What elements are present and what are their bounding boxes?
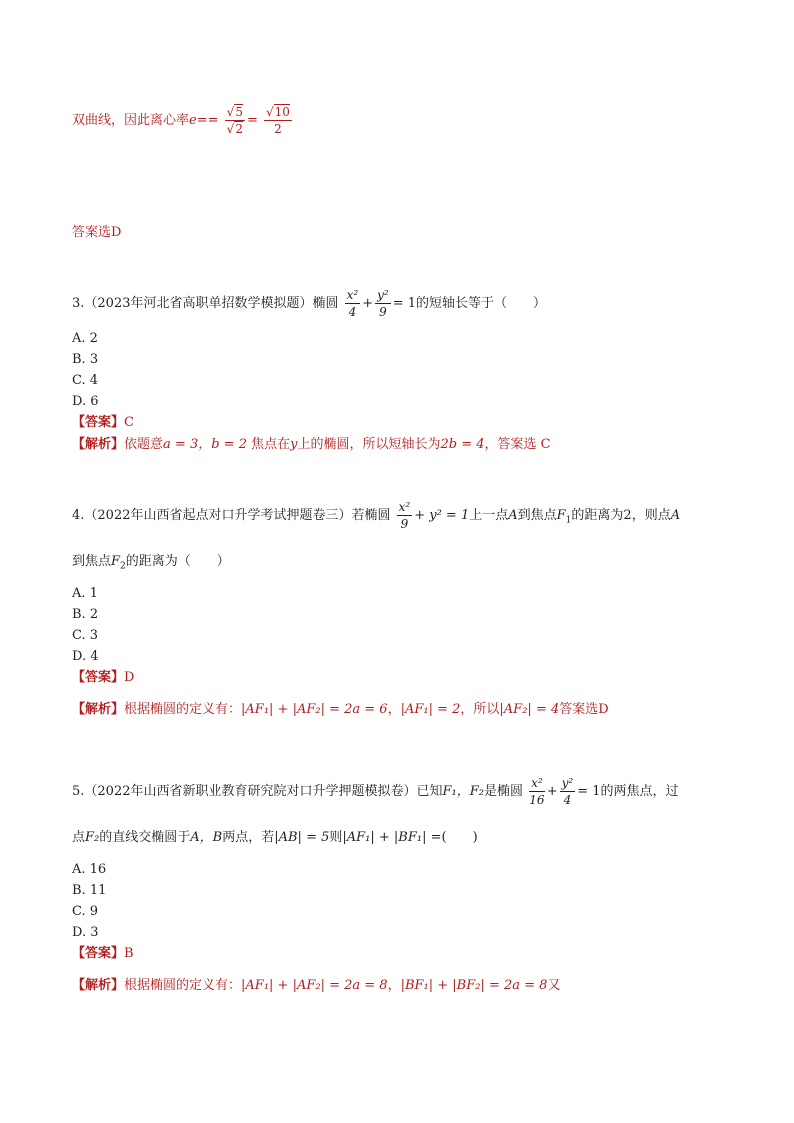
q4-option-d: D. 4 [72,649,99,664]
sqrt10-over-2: $\frac{√10}{2}$ [265,105,290,136]
q4-option-a: A. 1 [72,586,98,601]
question-3 [72,287,546,320]
q3-option-b: B. 3 [72,352,99,367]
eccentricity-line: 双曲线，因此离心率e== $\frac{√5}{√2}$ = $\frac{√10}{2}$ [72,105,290,136]
q5-analysis: 【解析】根据椭圆的定义有：|AF₁| + |AF₂| = 2a = 8，|BF₁| + |BF₂| = 2a = 8又 [72,978,561,993]
q4-frac-x: $\frac{\text{x²}}{9}$ [398,500,411,531]
q4-option-b: B. 2 [72,607,99,622]
eq-sign: == [196,113,219,128]
sqrt5-over-sqrt2: $\frac{√5}{√2}$ [226,105,243,136]
q5-frac-y: $\frac{\text{y²}}{4}$ [561,776,574,807]
fragment-text: 双曲线，因此离心率 [72,113,190,128]
q3-frac-x: $\frac{\text{x²}}{4}$ [346,288,359,319]
q5-option-a: A. 16 [72,862,107,877]
q3-frac-y: $\frac{\text{y²}}{9}$ [377,288,389,319]
q5-answer: 【答案】B [72,946,134,961]
q4-option-c: C. 3 [72,628,99,643]
q3-tail: 的短轴长等于（ ） [416,296,547,311]
q5-option-c: C. 9 [72,904,99,919]
answer-prev: 答案选D [72,225,122,240]
q3-analysis: 【解析】依题意a = 3，b = 2 焦点在y上的椭圆，所以短轴长为2b = 4，答案选 C [72,437,551,452]
q5-option-d: D. 3 [72,925,99,940]
question-5-line2: 点F₂的直线交椭圆于A，B两点，若|AB| = 5则|AF₁| + |BF₁| =( ) [72,830,478,845]
plus: + [362,296,374,311]
question-4: 4.（2022年山西省起点对口升学考试押题卷三）若椭圆 $\frac{\text{x²}}{9}$ + y² = 1上一点A到焦点$F_1$的距离为2，则点A [72,500,681,531]
e-var: e [189,113,197,128]
q4-analysis: 【解析】根据椭圆的定义有：|AF₁| + |AF₂| = 2a = 6，|AF₁| = 2，所以|AF₂| = 4答案选D [72,702,609,717]
eq-one: = 1 [392,296,417,311]
q4-answer: 【答案】D [72,670,135,685]
q3-option-d: D. 6 [72,394,99,409]
q3-lead: 3.（2023年河北省高职单招数学模拟题）椭圆 [72,296,339,311]
q3-option-c: C. 4 [72,373,99,388]
question-4-line2: 到焦点$F_2$的距离为（ ） [72,554,230,572]
q5-option-b: B. 11 [72,883,107,898]
question-5: 5.（2022年山西省新职业教育研究院对口升学押题模拟卷）已知F₁，F₂是椭圆 $\frac{\text{x²}}{16}$ + $\frac{\text{y²}}{4}$ = 1的两焦点，过 [72,776,679,807]
q3-option-a: A. 2 [72,331,98,346]
q3-answer: 【答案】C [72,415,134,430]
q5-frac-x: $\frac{\text{x²}}{16}$ [529,776,545,807]
